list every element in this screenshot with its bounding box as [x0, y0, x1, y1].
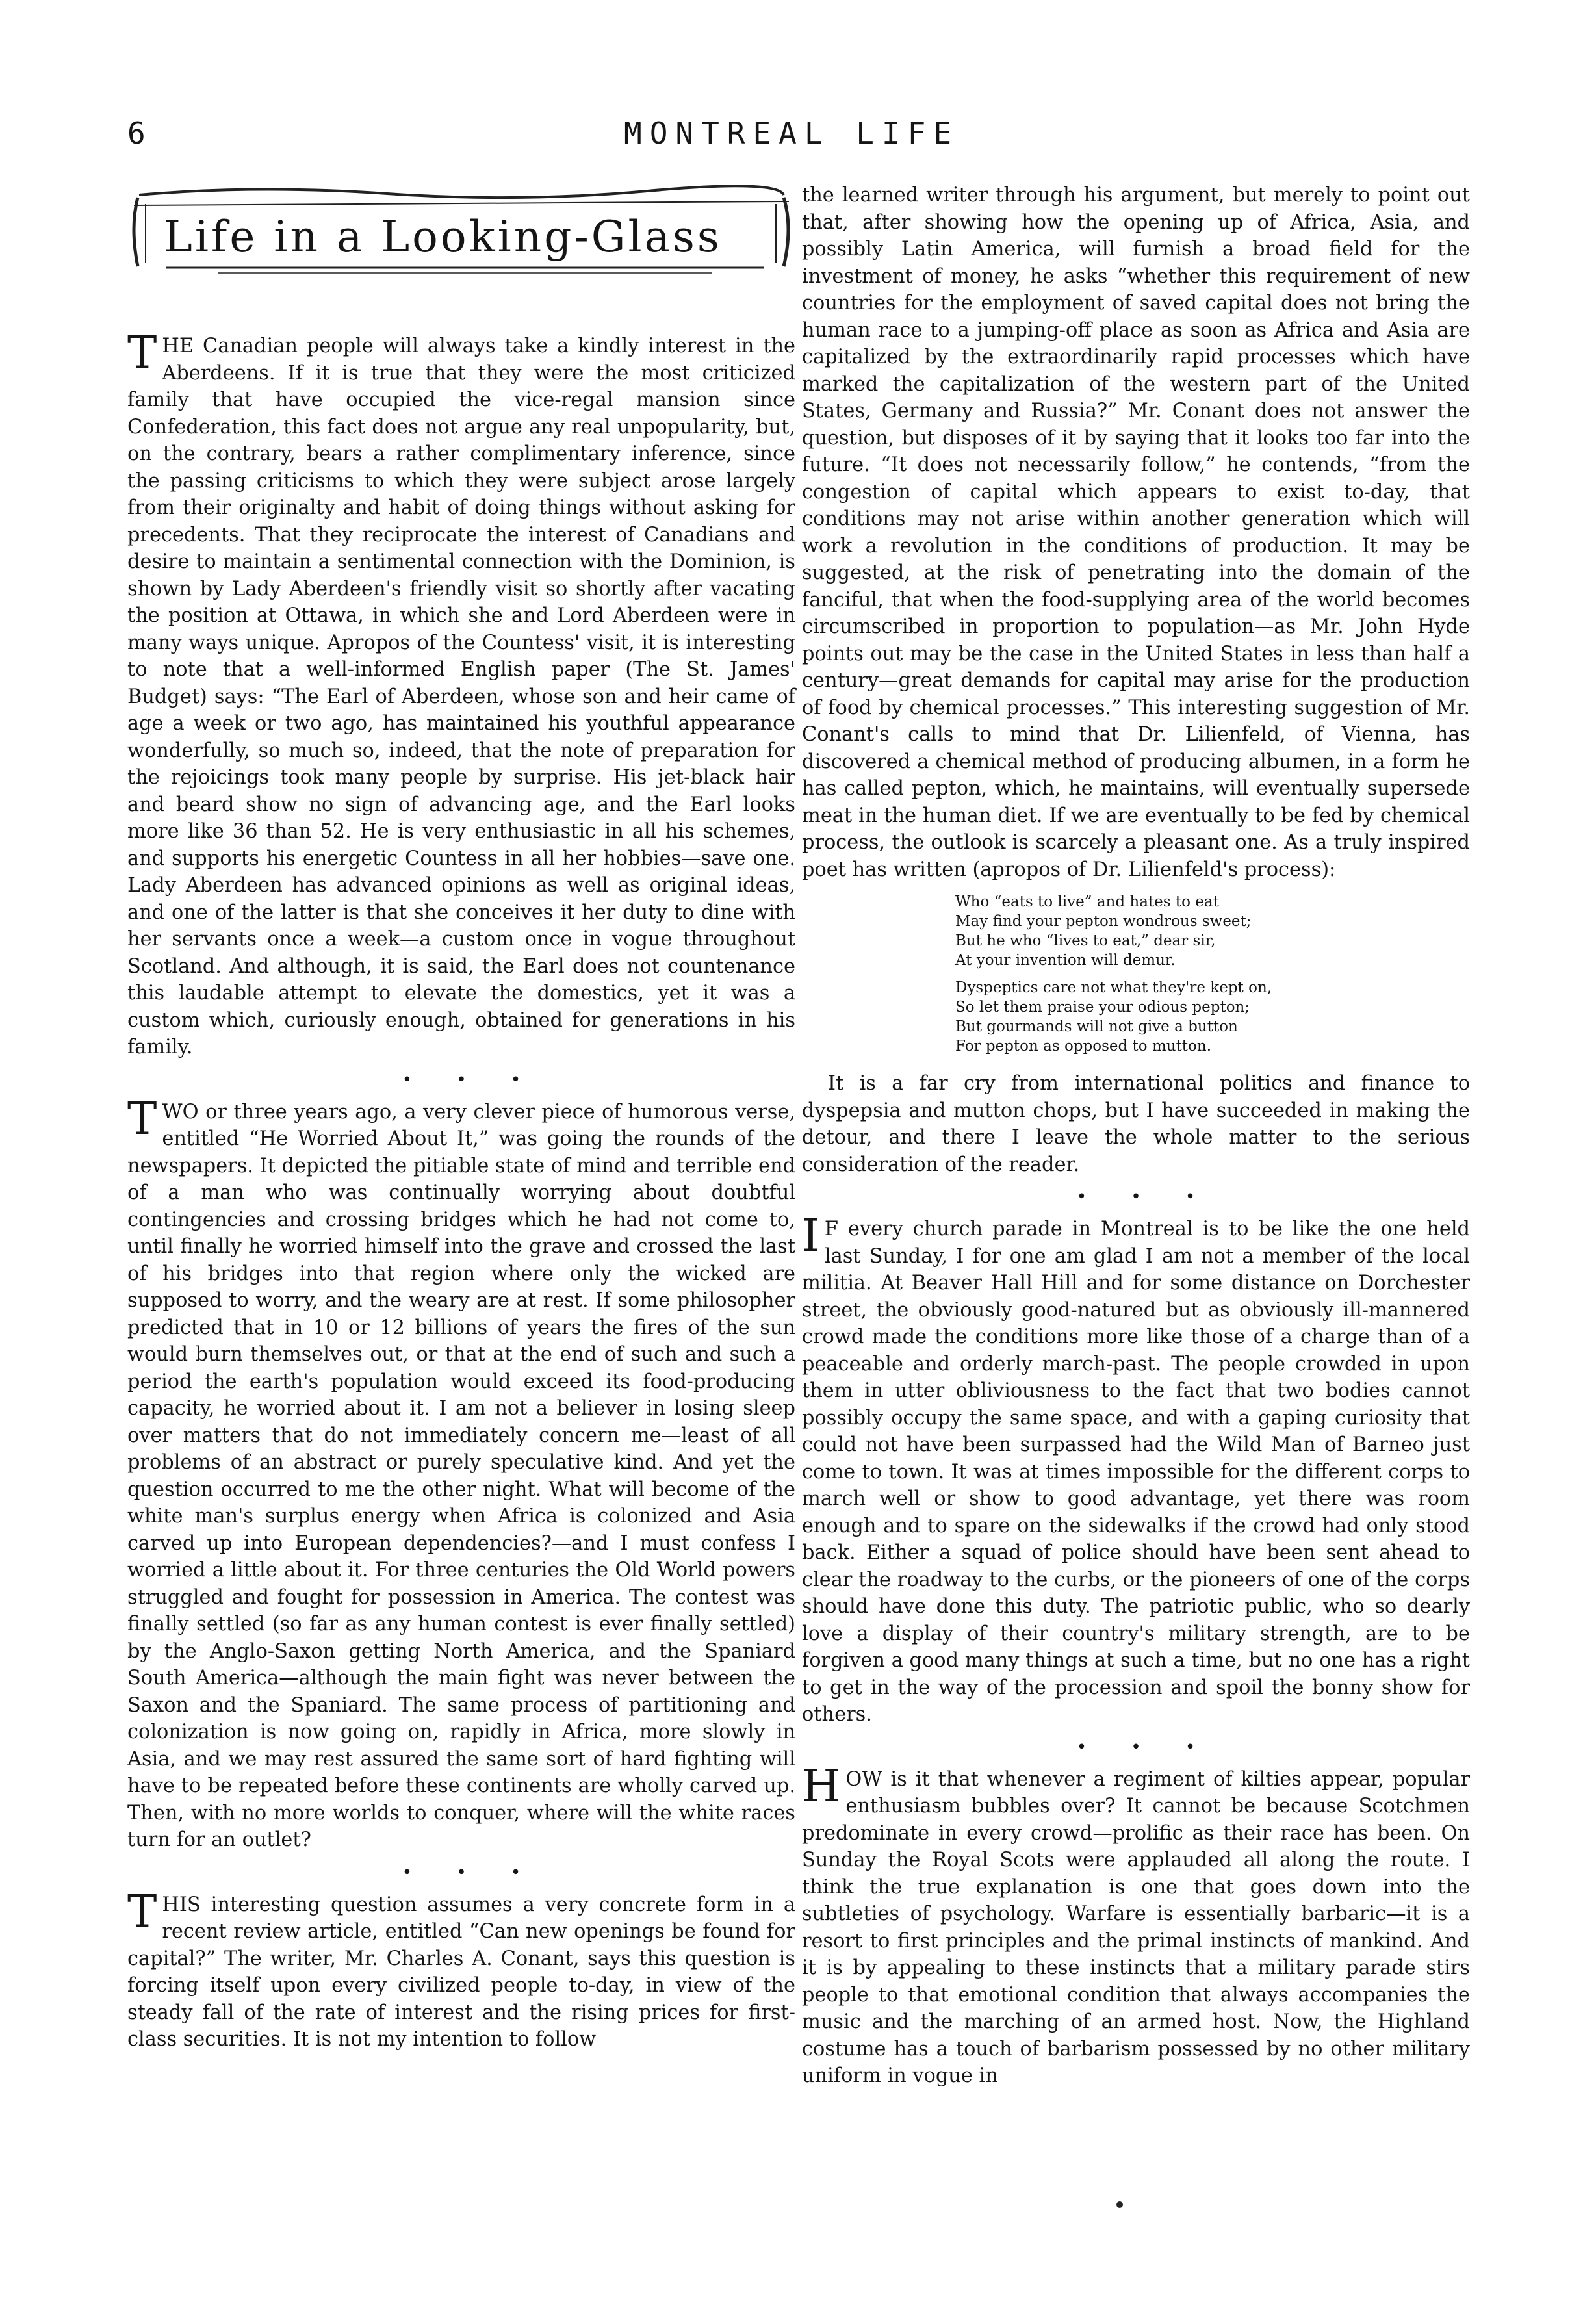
section-separator: • • • — [1076, 1737, 1215, 1757]
paragraph-after-verse: It is a far cry from international politics and finance to dyspepsia and mutton chops, but I have succeeded in making the detour, and there I leave the whole matter to the serious consideration of the reader. — [802, 1072, 1470, 1176]
paragraph-text: F every church parade in Montreal is to be like the one held last Sunday, I for one am glad I am not a member of the local militia. At Beaver Hall Hill and for some distance on Dorchester street, the obviously good-natured but as obviously ill-mannered crowd made the conditions more like those of a charge than of a peaceable and orderly march-past. The people crowded in upon them in utter obliviousness to the fact that two bodies cannot possibly occupy the same space, and with a gaping curiosity that could not have been surpassed had the Wild Man of Barneo just come to town. It was at times impossible for the different corps to march well or show to good advantage, yet there was room enough and to spare on the sidewalks if the crowd had only stood back. Either a squad of police should have been sent ahead to clear the roadway to the curbs, or the pioneers of one of the corps should have done this duty. The patriotic public, who so dearly love a display of their country's military strength, are to be forgiven a good many things at such a time, but no one has a right to get in the way of the procession and spoil the bonny show for others. — [802, 1218, 1470, 1726]
verse-line: But gourmands will not give a button — [955, 1018, 1238, 1035]
verse — [955, 892, 1470, 1056]
paragraph-aberdeens — [127, 327, 795, 1061]
right-column — [802, 182, 1470, 2090]
column-title: Life in a Looking-Glass — [164, 212, 722, 262]
verse-stanza — [955, 978, 1470, 1056]
drop-cap: I — [802, 1211, 819, 1262]
paragraph-text: HE Canadian people will always take a kindly interest in the Aberdeens. If it is true that they were the most criticized family that have occupied the vice-regal mansion since Confederation, this fact does not argue any real unpopularity, but, on the contrary, bears a rather complimentary inference, since the passing criticisms to which they were subject arose largely from their originalty and habit of doing things without asking for precedents. That they reciprocate the interest of Canadians and desire to maintain a sentimental connection with the Dominion, is shown by Lady Aberdeen's friendly visit so shortly after vacating the position at Ottawa, in which she and Lord Aberdeen were in many ways unique. Apropos of the Countess' visit, it is interesting to note that a well-informed English paper (The St. James' Budget) says: “The Earl of Aberdeen, whose son and heir came of age a week or two ago, has maintained his youthful appearance wonderfully, so much so, indeed, that the note of preparation for the rejoicings took many people by surprise. His jet-black hair and beard show no sign of advancing age, and the Earl looks more like 36 than 52. He is very enthusiastic in all his schemes, and supports his energetic Countess in all her hobbies—save one. Lady Aberdeen has advanced opinions as well as original ideas, and one of the latter is that she conceives it her duty to dine with her servants once a week—a custom once in vogue throughout Scotland. And although, it is said, the Earl does not countenance this laudable attempt to elevate the domestics, yet it was a custom which, curiously enough, obtained for generations in his family. — [127, 335, 795, 1059]
paragraph-church-parade — [802, 1211, 1470, 1728]
section-separator: • • • — [402, 1070, 541, 1090]
verse-line: So let them praise your odious pepton; — [955, 999, 1250, 1016]
verse-line: But he who “lives to eat,” dear sir, — [955, 932, 1216, 949]
page-number: 6 — [127, 116, 146, 151]
paragraph-capital — [127, 1886, 795, 2053]
left-column — [127, 182, 795, 2053]
paragraph-worried — [127, 1093, 795, 1854]
section-separator: • • • — [1076, 1187, 1215, 1207]
paragraph-text: OW is it that whenever a regiment of kilties appear, popular enthusiasm bubbles over? It cannot be because Scotchmen predominate in every crowd—prolific as their race has been. On Sunday the Royal Scots were applauded all along the route. I think the true explanation is one that goes down into the subtleties of psychology. Warfare is essentially barbaric—it is a resort to first principles and the primal instincts of mankind. And it is by appealing to these instincts that a military parade stirs people to that emotional condition that always accompanies the music and the marching of an armed host. Now, the Highland costume has a touch of barbarism possessed by no other military uniform in vogue in — [802, 1767, 1470, 2087]
verse-line: At your invention will demur. — [955, 952, 1176, 969]
journal-title: MONTREAL LIFE — [624, 116, 960, 151]
verse-line: May find your pepton wondrous sweet; — [955, 913, 1252, 930]
ink-dot — [1116, 2201, 1123, 2208]
verse-line: Dyspeptics care not what they're kept on, — [955, 979, 1272, 996]
verse-stanza — [955, 892, 1470, 970]
column-banner — [127, 182, 795, 274]
paragraph-text: WO or three years ago, a very clever piece of humorous verse, entitled “He Worried About It,” was going the rounds of the newspapers. It depicted the pitiable state of mind and terrible end of a man who was continually worrying about doubtful contingencies and crossing bridges which he had not come to, until finally he worried himself into the grave and crossed the last of his bridges into that region where only the wicked are supposed to worry, and the weary are at rest. If some philosopher predicted that in 10 or 12 billions of years the fires of the sun would burn themselves out, or that at the end of such and such a period the earth's population would exceed its food-producing capacity, he worried about it. I am not a believer in losing sleep over matters that do not immediately concern me—least of all problems of an abstract or purely speculative kind. And yet the question occurred to me the other night. What will become of the white man's surplus energy when Africa is colonized and Asia carved up into European dependencies?—and I must confess I worried a little about it. For three centuries the Old World powers struggled and fought for possession in America. The contest was finally settled (so far as any human contest is ever finally settled) by the Anglo-Saxon getting North America, and the Spaniard South America—although the main fight was never between the Saxon and the Spaniard. The same process of partitioning and colonization is now going on, rapidly in Africa, more slowly in Asia, and we may rest assured the same sort of hard fighting will have to be repeated before these continents are wholly carved up. Then, with no more worlds to conquer, where will the white races turn for an outlet? — [127, 1100, 795, 1851]
running-head — [0, 116, 1596, 161]
drop-cap: T — [127, 327, 157, 379]
drop-cap: H — [802, 1760, 841, 1812]
verse-line: For pepton as opposed to mutton. — [955, 1038, 1212, 1055]
paragraph-continued: the learned writer through his argument, but merely to point out that, after showing how the opening up of Africa, Asia, and possibly Latin America, will furnish a broad field for the investment of money, he asks “whether this requirement of new countries for the employment of saved capital does not bring the human race to a jumping-off place as soon as Africa and Asia are capitalized by the extraordinarily rapid processes which have marked the capitalization of the western part of the United States, Germany and Russia?” Mr. Conant does not answer the question, but disposes of it by saying that it looks too far into the future. “It does not necessarily follow,” he contends, “from the congestion of capital which appears to exist to-day, that conditions may not arise within another generation which will work a revolution in the conditions of production. It may be suggested, at the risk of penetrating into the domain of the fanciful, that when the food-supplying area of the world becomes circumscribed in proportion to population—as Mr. John Hyde points out may be the case in the United States in less than half a century—great demands for capital may arise for the production of food by chemical processes.” This interesting suggestion of Mr. Conant's calls to mind that Dr. Lilienfeld, of Vienna, has discovered a chemical method of producing albumen, in a form he has called pepton, which, he maintains, will eventually supersede meat in the human diet. If we are eventually to be fed by chemical process, the outlook is scarcely a pleasant one. As a truly inspired poet has written (apropos of Dr. Lilienfeld's process): — [802, 184, 1470, 881]
paragraph-kilties — [802, 1760, 1470, 2090]
drop-cap: T — [127, 1886, 157, 1938]
verse-line: Who “eats to live” and hates to eat — [955, 893, 1219, 910]
drop-cap: T — [127, 1093, 157, 1145]
paragraph-text: HIS interesting question assumes a very concrete form in a recent review article, entitled “Can new openings be found for capital?” The writer, Mr. Charles A. Conant, says this question is forcing itself upon every civilized people to-day, in view of the steady fall of the rate of interest and the rising prices for first-class securities. It is not my intention to follow — [127, 1893, 795, 2051]
section-separator: • • • — [402, 1862, 541, 1882]
